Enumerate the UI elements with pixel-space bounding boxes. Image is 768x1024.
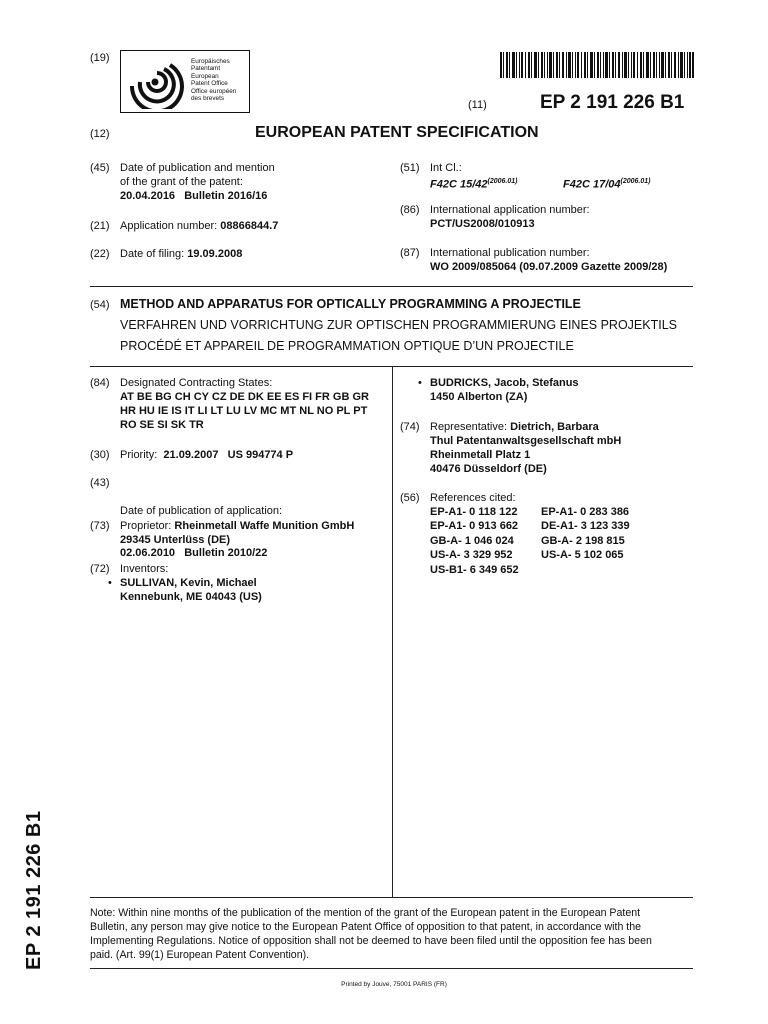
code-22: (22) <box>90 248 110 260</box>
reference-item: EP-A1- 0 118 122 <box>430 506 518 518</box>
representative-line-3: Rheinmetall Platz 1 <box>430 449 531 461</box>
note-line-1: Note: Within nine months of the publication of the mention of the grant of the European patent in the European Patent <box>90 907 641 919</box>
application-publication-value: 02.06.2010 Bulletin 2010/22 <box>120 547 268 559</box>
inventor-2-address: 1450 Alberton (ZA) <box>430 391 528 403</box>
side-patent-number: EP 2 191 226 B1 <box>23 810 45 970</box>
proprietor-name: Rheinmetall Waffe Munition GmbH <box>174 520 355 532</box>
reference-item: GB-A- 2 198 815 <box>541 534 625 547</box>
column-divider <box>392 366 393 897</box>
inventor-2 <box>430 376 579 404</box>
code-21: (21) <box>90 220 110 232</box>
divider-bottom <box>90 897 693 898</box>
designated-states-label: Designated Contracting States: <box>120 377 273 389</box>
reference-item: EP-A1- 0 913 662 <box>430 520 519 533</box>
document-type-title: EUROPEAN PATENT SPECIFICATION <box>255 124 539 141</box>
inventor-2-name: BUDRICKS, Jacob, Stefanus <box>430 377 579 389</box>
code-72: (72) <box>90 563 110 575</box>
grant-publication-block <box>120 161 275 203</box>
code-19: (19) <box>90 52 110 64</box>
priority-label: Priority: <box>120 449 158 461</box>
inventors-label: Inventors: <box>120 563 169 575</box>
proprietor-address: 29345 Unterlüss (DE) <box>120 534 231 546</box>
code-12: (12) <box>90 128 110 140</box>
barcode <box>500 52 694 78</box>
printer-footer: Printed by Jouve, 75001 PARIS (FR) <box>341 981 447 988</box>
representative-name: Dietrich, Barbara <box>510 421 599 433</box>
epo-logo-icon <box>126 55 184 109</box>
note-line-3: Implementing Regulations. Notice of opposition shall not be deemed to have been filed until the opposition fee has been <box>90 935 652 947</box>
priority-value: 21.09.2007 US 994774 P <box>163 449 294 461</box>
designated-states-line-3: RO SE SI SK TR <box>120 419 204 431</box>
intl-publication-block <box>430 246 667 274</box>
filing-date-value: 19.09.2008 <box>187 248 243 260</box>
code-84: (84) <box>90 377 110 389</box>
grant-publication-label-1: Date of publication and mention <box>120 162 275 174</box>
representative-line-2: Thul Patentanwaltsgesellschaft mbH <box>430 435 622 447</box>
patent-number: EP 2 191 226 B1 <box>540 92 685 113</box>
divider-top <box>90 286 693 287</box>
intl-application-value: PCT/US2008/010913 <box>430 218 535 230</box>
filing-date-line <box>120 247 242 261</box>
representative-line-4: 40476 Düsseldorf (DE) <box>430 463 547 475</box>
code-43: (43) <box>90 477 110 489</box>
references-col-1 <box>430 505 519 577</box>
inventor-1-address: Kennebunk, ME 04043 (US) <box>120 591 262 603</box>
code-51: (51) <box>400 162 420 174</box>
references-col-2 <box>541 505 630 563</box>
title-fr: PROCÉDÉ ET APPAREIL DE PROGRAMMATION OPTIQUE D’UN PROJECTILE <box>120 339 574 353</box>
references-label: References cited: <box>430 492 516 504</box>
inventor-1 <box>120 576 262 604</box>
intl-publication-label: International publication number: <box>430 247 590 259</box>
epo-logo-box <box>120 50 250 113</box>
code-45: (45) <box>90 162 110 174</box>
intl-publication-value: WO 2009/085064 (09.07.2009 Gazette 2009/28) <box>430 261 668 273</box>
priority-line <box>120 448 293 462</box>
application-number-label: Application number: <box>120 220 218 232</box>
opposition-note <box>90 906 698 962</box>
inventor-2-bullet: • <box>418 377 422 389</box>
proprietor-block <box>120 519 354 547</box>
representative-label: Representative: <box>430 421 508 433</box>
int-cl-2: F42C $17/04^{(2006.01)}$ <box>563 178 651 191</box>
application-number-line <box>120 219 278 233</box>
code-56: (56) <box>400 492 420 504</box>
reference-item: EP-A1- 0 283 386 <box>541 506 630 518</box>
divider-note <box>90 968 693 969</box>
int-cl-label: Int Cl.: <box>430 162 462 174</box>
reference-item: US-A- 3 329 952 <box>430 549 513 562</box>
filing-date-label: Date of filing: <box>120 248 185 260</box>
inventor-1-bullet: • <box>108 577 112 589</box>
intl-application-label: International application number: <box>430 204 590 216</box>
inventor-1-name: SULLIVAN, Kevin, Michael <box>120 577 257 589</box>
title-en: METHOD AND APPARATUS FOR OPTICALLY PROGRAMMING A PROJECTILE <box>120 297 581 311</box>
code-30: (30) <box>90 449 110 461</box>
proprietor-label: Proprietor: <box>120 520 172 532</box>
code-86: (86) <box>400 204 420 216</box>
designated-states-block <box>120 376 369 432</box>
reference-item: DE-A1- 3 123 339 <box>541 520 630 533</box>
code-87: (87) <box>400 247 420 259</box>
epo-office-names: Europäisches Patentamt European Patent Office Office européen des brevets <box>191 58 237 103</box>
grant-publication-value: 20.04.2016 Bulletin 2016/16 <box>120 190 268 202</box>
code-11: (11) <box>468 99 487 111</box>
note-line-2: Bulletin, any person may give notice to the European Patent Office of opposition to that patent, in accordance with the <box>90 921 642 933</box>
code-54: (54) <box>90 299 110 311</box>
int-cl-1: F42C $15/42^{(2006.01)}$ <box>430 178 518 191</box>
intl-application-block <box>430 203 590 231</box>
application-publication-label: Date of publication of application: <box>120 505 283 517</box>
note-line-4: paid. (Art. 99(1) European Patent Convention). <box>90 949 310 961</box>
representative-block <box>430 420 621 476</box>
code-73: (73) <box>90 520 110 532</box>
grant-publication-label-2: of the grant of the patent: <box>120 176 243 188</box>
designated-states-line-1: AT BE BG CH CY CZ DE DK EE ES FI FR GB GR <box>120 391 369 403</box>
reference-item: US-A- 5 102 065 <box>541 549 624 562</box>
title-de: VERFAHREN UND VORRICHTUNG ZUR OPTISCHEN PROGRAMMIERUNG EINES PROJEKTILS <box>120 318 678 332</box>
designated-states-line-2: HR HU IE IS IT LI LT LU LV MC MT NL NO PL PT <box>120 405 368 417</box>
application-number-value: 08866844.7 <box>220 220 279 232</box>
reference-item: GB-A- 1 046 024 <box>430 534 514 547</box>
code-74: (74) <box>400 421 420 433</box>
reference-item: US-B1- 6 349 652 <box>430 563 519 576</box>
